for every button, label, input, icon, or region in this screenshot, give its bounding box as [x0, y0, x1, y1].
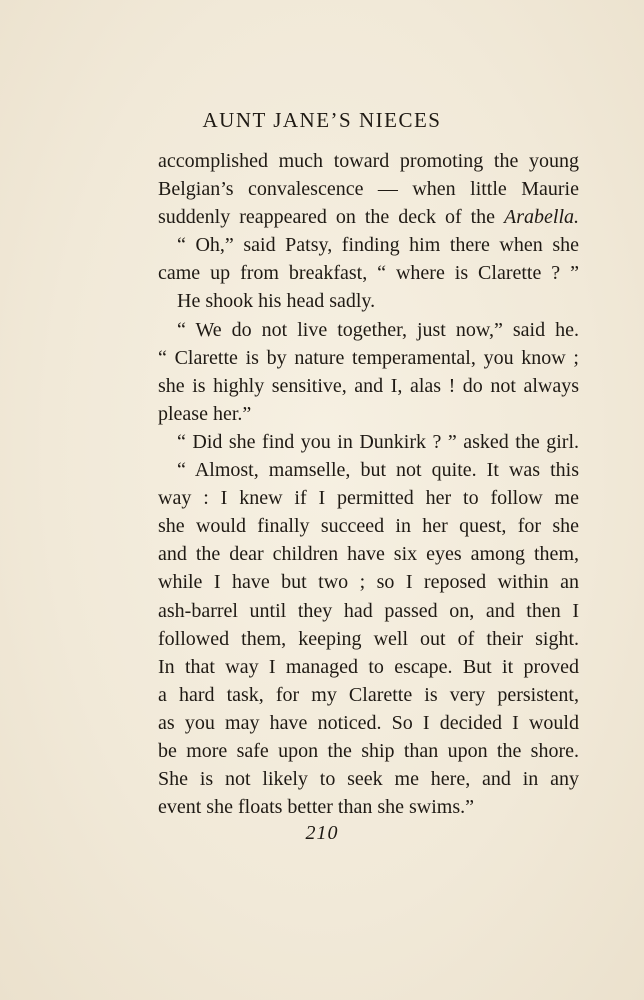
text-line-12: “ Almost, mamselle, but not quite. It was this [177, 459, 579, 482]
text-line-14: she would finally succeed in her quest, for she [158, 515, 579, 538]
ship-name: Arabella. [504, 206, 579, 229]
text-line-11: “ Did she find you in Dunkirk ? ” asked the girl. [177, 430, 579, 453]
page-number: 210 [305, 822, 339, 844]
text-line-24: event she floats better than she swims.” [158, 796, 475, 819]
text-line-16: while I have but two ; so I reposed within an [158, 571, 579, 594]
text-line-21: as you may have noticed. So I decided I would [158, 711, 579, 734]
text-line-8: “ Clarette is by nature temperamental, you know ; [158, 346, 579, 369]
text-line-2: Belgian’s convalescence — when little Maurie [158, 178, 579, 201]
text-line-18: followed them, keeping well out of their sight. [158, 627, 579, 650]
text-line-3-main: suddenly reappeared on the deck of the [158, 206, 496, 229]
text-line-5: came up from breakfast, “ where is Clarette ? ” [158, 262, 579, 285]
text-line-3 [158, 203, 579, 231]
text-line-22: be more safe upon the ship than upon the shore. [158, 739, 579, 762]
text-line-7: “ We do not live together, just now,” said he. [177, 318, 579, 341]
text-line-19: In that way I managed to escape. But it proved [158, 655, 579, 678]
text-line-17: ash-barrel until they had passed on, and then I [158, 599, 579, 622]
text-line-15: and the dear children have six eyes among them, [158, 543, 579, 566]
text-line-9: she is highly sensitive, and I, alas ! do not always [158, 374, 579, 397]
running-header: AUNT JANE’S NIECES [202, 108, 442, 132]
text-line-13: way : I knew if I permitted her to follow me [158, 487, 579, 510]
text-line-4: “ Oh,” said Patsy, finding him there when she [177, 234, 579, 257]
text-line-1: accomplished much toward promoting the young [158, 150, 579, 172]
text-line-10: please her.” [158, 402, 252, 425]
text-line-6: He shook his head sadly. [177, 290, 376, 313]
body-text [158, 147, 579, 821]
text-line-23: She is not likely to seek me here, and in any [158, 768, 579, 791]
text-line-20: a hard task, for my Clarette is very persistent, [158, 683, 579, 706]
